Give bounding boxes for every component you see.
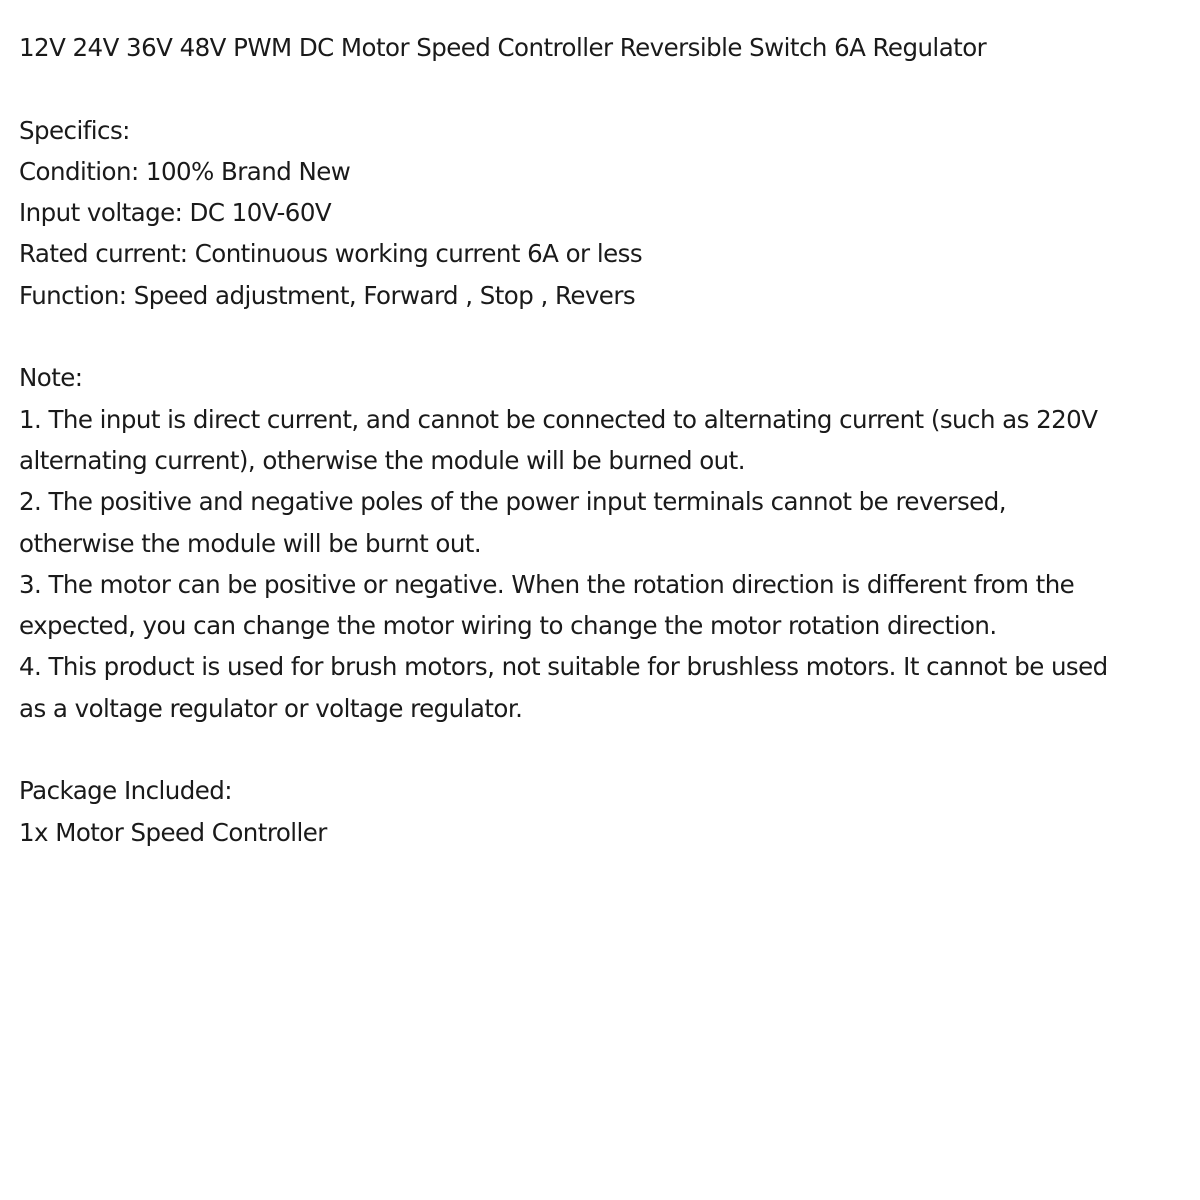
note-heading: Note: — [19, 363, 83, 393]
spec-input-voltage: Input voltage: DC 10V-60V — [19, 198, 332, 228]
note-line: 3. The motor can be positive or negative. When the rotation direction is different from the — [19, 569, 1075, 599]
package-heading: Package Included: — [19, 776, 232, 806]
note-line: alternating current), otherwise the module will be burned out. — [19, 445, 745, 475]
note-line: 2. The positive and negative poles of the power input terminals cannot be reversed, — [19, 487, 1006, 517]
note-line: 1. The input is direct current, and cannot be connected to alternating current (such as 220V — [19, 404, 1098, 434]
note-line: as a voltage regulator or voltage regulator. — [19, 693, 523, 723]
spec-rated-current: Rated current: Continuous working current 6A or less — [19, 239, 643, 269]
spec-function: Function: Speed adjustment, Forward , Stop , Revers — [19, 280, 636, 310]
page-title: 12V 24V 36V 48V PWM DC Motor Speed Controller Reversible Switch 6A Regulator — [19, 33, 987, 62]
spacer — [19, 729, 1200, 770]
package-item: 1x Motor Speed Controller — [19, 817, 327, 847]
specifics-heading: Specifics: — [19, 115, 130, 145]
spacer — [19, 316, 1200, 357]
note-line: 4. This product is used for brush motors, not suitable for brushless motors. It cannot be used — [19, 652, 1108, 682]
spacer — [19, 68, 1200, 109]
note-line: expected, you can change the motor wiring to change the motor rotation direction. — [19, 611, 997, 641]
note-line: otherwise the module will be burnt out. — [19, 528, 482, 558]
spec-condition: Condition: 100% Brand New — [19, 156, 351, 186]
